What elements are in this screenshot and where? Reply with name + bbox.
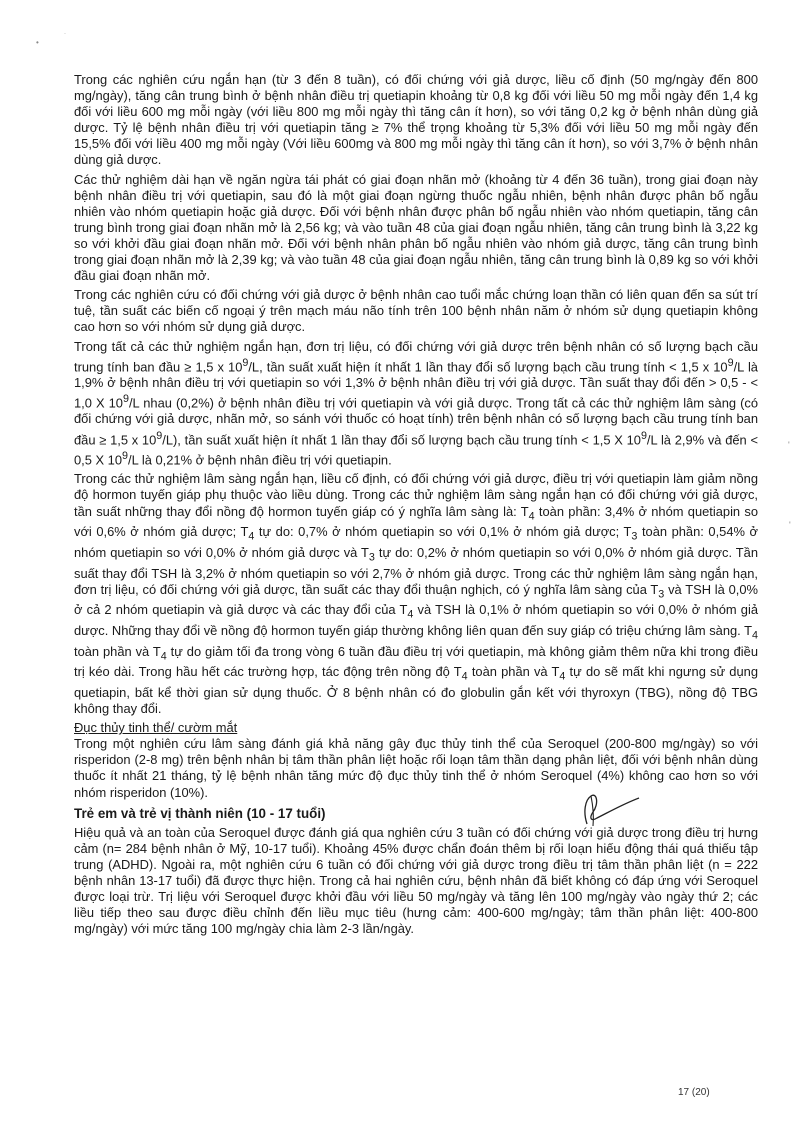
paragraph-long-term-weight: Các thử nghiệm dài hạn về ngăn ngừa tái phát có giai đoạn nhãn mở (khoảng từ 4 đến 36 tuần), trong giai đoạn này bệnh nhân điều trị với quetiapin, sau đó là một giai đoạn ngừng thuốc ngẫu nhiên, bệnh nhân được phân bố ngẫu nhiên vào nhóm quetiapin hoặc giả dược. Đối với bệnh nhân được phân bố ngẫu nhiên vào nhóm quetiapin, tăng cân trung bình trong giai đoạn nhãn mở là 2,56 kg; và vào tuần 48 của giai đoạn ngẫu nhiên, tăng cân trung bình là 3,22 kg so với khởi đầu giai đoạn nhãn mở. Đối với bệnh nhân phân bố ngẫu nhiên vào nhóm giả dược, tăng cân trung bình trong giai đoạn nhãn mở là 2,39 kg; và vào tuần 48 của giai đoạn ngẫu nhiên, tăng cân trung bình là 0,89 kg so với khởi đầu giai đoạn nhãn mở.: [74, 171, 758, 284]
scan-speck: ': [789, 520, 791, 530]
scan-dot: ·: [64, 31, 66, 37]
paragraph-thyroid: Trong các thử nghiệm lâm sàng ngắn hạn, liều cố định, có đối chứng với giả dược, điều trị với quetiapin làm giảm nồng độ hormon tuyến giáp phụ thuộc vào liều dùng. Trong các thử nghiệm lâm sàng ngắn hạn có đối chứng với giả dược, tần suất những thay đổi nồng độ hormon tuyến giáp có ý nghĩa lâm sàng là: $T_4$ toàn phần: 3,4% ở nhóm quetiapin so với 0,6% ở nhóm giả dược; $T_4$ tự do: 0,7% ở nhóm quetiapin so với 0,1% ở nhóm giả dược; $T_3$ toàn phần: 0,54% ở nhóm quetiapin so với 0,0% ở nhóm giả dược và $T_3$ tự do: 0,2% ở nhóm quetiapin so với 0,0% ở nhóm giả dược. Tần suất thay đổi TSH là 3,2% ở nhóm quetiapin so với 2,7% ở nhóm giả dược. Trong các thử nghiệm lâm sàng ngắn hạn, đơn trị liệu, có đối chứng với giả dược, tần suất các thay đổi thuận nghịch, có ý nghĩa lâm sàng của $T_3$ và TSH là 0,0% ở cả 2 nhóm quetiapin và giả dược và các thay đổi của $T_4$ và TSH là 0,1% ở nhóm quetiapin so với 0,0% ở nhóm giả dược. Những thay đổi về nồng độ hormon tuyến giáp thường không liên quan đến suy giáp có triệu chứng lâm sàng. $T_4$ toàn phần và $T_4$ tự do giảm tối đa trong vòng 6 tuần đầu điều trị với quetiapin, mà không giảm thêm nữa khi trong điều trị kéo dài. Trong hầu hết các trường hợp, tác động trên nồng độ $T_4$ toàn phần và $T_4$ tự do sẽ mất khi ngưng sử dụng quetiapin, bất kể thời gian sử dụng thuốc. Ở 8 bệnh nhân có đo globulin gắn kết với thyroxyn (TBG), nồng độ TBG không thay đổi.: [74, 471, 759, 717]
paragraph-short-term-weight: Trong các nghiên cứu ngắn hạn (từ 3 đến 8 tuần), có đối chứng với giả dược, liều cố định (50 mg/ngày đến 800 mg/ngày), tăng cân trung bình ở bệnh nhân điều trị quetiapin khoảng từ 0,8 kg đối với liều 50 mg mỗi ngày đến 1,4 kg đối với liều 600 mg mỗi ngày (với liều 800 mg mỗi ngày thì tăng cân ít hơn), so với tăng 0,2 kg ở bệnh nhân dùng giả dược. Tỷ lệ bệnh nhân điều trị với quetiapin tăng ≥ 7% thể trọng khoảng từ 5,3% đối với liều 50 mg mỗi ngày đến 15,5% đối với liều 400 mg mỗi ngày (Với liều 600mg và 800 mg mỗi ngày thì tăng cân ít hơn), so với 3,7% ở bệnh nhân dùng giả dược.: [74, 72, 758, 168]
document-page: [74, 72, 758, 940]
scan-dot: •: [36, 38, 39, 47]
paragraph-cerebrovascular: Trong các nghiên cứu có đối chứng với giả dược ở bệnh nhân cao tuổi mắc chứng loạn thần có liên quan đến sa sút trí tuệ, tần suất các biến cố ngoại ý trên mạch máu não tính trên 100 bệnh nhân năm ở nhóm sử dụng quetiapin không cao hơn so với nhóm sử dụng giả dược.: [74, 287, 758, 335]
paragraph-neutrophil: Trong tất cả các thử nghiệm ngắn hạn, đơn trị liệu, có đối chứng với giả dược trên bệnh nhân có số lượng bạch cầu trung tính ban đầu ≥ 1,5 x $10^9/L$, tần suất xuất hiện ít nhất 1 lần thay đổi số lượng bạch cầu trung tính < 1,5 x $10^9/L$ là 1,9% ở bệnh nhân điều trị với quetiapin so với 1,3% ở bệnh nhân điều trị với giả dược. Tần suất thay đổi đến > 0,5 - < 1,0 X $10^9/L$ nhau (0,2%) ở bệnh nhân điều trị với quetiapin và với giả dược. Trong tất cả các thử nghiệm lâm sàng (có đối chứng với giả dược, nhãn mở, so sánh với thuốc có hoạt tính) trên bệnh nhân có số lượng bạch cầu trung tính ban đầu ≥ 1,5 x $10^9/L$), tần suất xuất hiện ít nhất 1 lần thay đổi số lượng bạch cầu trung tính < 1,5 X $10^9/L$ là 2,9% và đến < 0,5 X $10^9/L$ là 0,21% ở bệnh nhân điều trị với quetiapin.: [74, 338, 758, 468]
handwritten-signature-icon: [575, 790, 645, 830]
section-heading-cataract: Đục thủy tinh thể/ cườm mắt: [74, 720, 238, 736]
section-heading-pediatric: Trẻ em và trẻ vị thành niên (10 - 17 tuổi): [74, 805, 326, 821]
paragraph-cataract: Trong một nghiên cứu lâm sàng đánh giá khả năng gây đục thủy tinh thể của Seroquel (200-800 mg/ngày) so với risperidon (2-8 mg) trên bệnh nhân bị tâm thần phân liệt hoặc rối loạn tâm thần dạng phân liệt, đối với bệnh nhân dùng thuốc ít nhất 21 tháng, tỷ lệ bệnh nhân tăng mức độ đục thủy tinh thể ở nhóm Seroquel (4%) không cao hơn so với nhóm risperidon (10%).: [74, 736, 758, 800]
paragraph-pediatric: Hiệu quả và an toàn của Seroquel được đánh giá qua nghiên cứu 3 tuần có đối chứng với giả dược trong điều trị hưng cảm (n= 284 bệnh nhân ở Mỹ, 10-17 tuổi). Khoảng 45% được chẩn đoán thêm bị rối loạn hiếu động thái quá thiếu tập trung (ADHD). Ngoài ra, một nghiên cứu 6 tuần có đối chứng với giả dược trong điều trị tâm thần phân liệt (n = 222 bệnh nhân 13-17 tuổi) đã được thực hiện. Trong cả hai nghiên cứu, bệnh nhân đã biết không có đáp ứng với Seroquel được loại trừ. Trị liệu với Seroquel được khởi đầu với liều 50 mg/ngày và tăng lên 100 mg/ngày vào ngày thứ 2; các liều tiếp theo sau được điều chỉnh đến liều mục tiêu (hưng cảm: 400-600 mg/ngày; tâm thần phân liệt: 400-800 mg/ngày) với mức tăng 100 mg/ngày chia làm 2-3 lần/ngày.: [74, 824, 758, 937]
page-number: 17 (20): [678, 1087, 710, 1098]
scan-speck: ': [788, 440, 790, 450]
